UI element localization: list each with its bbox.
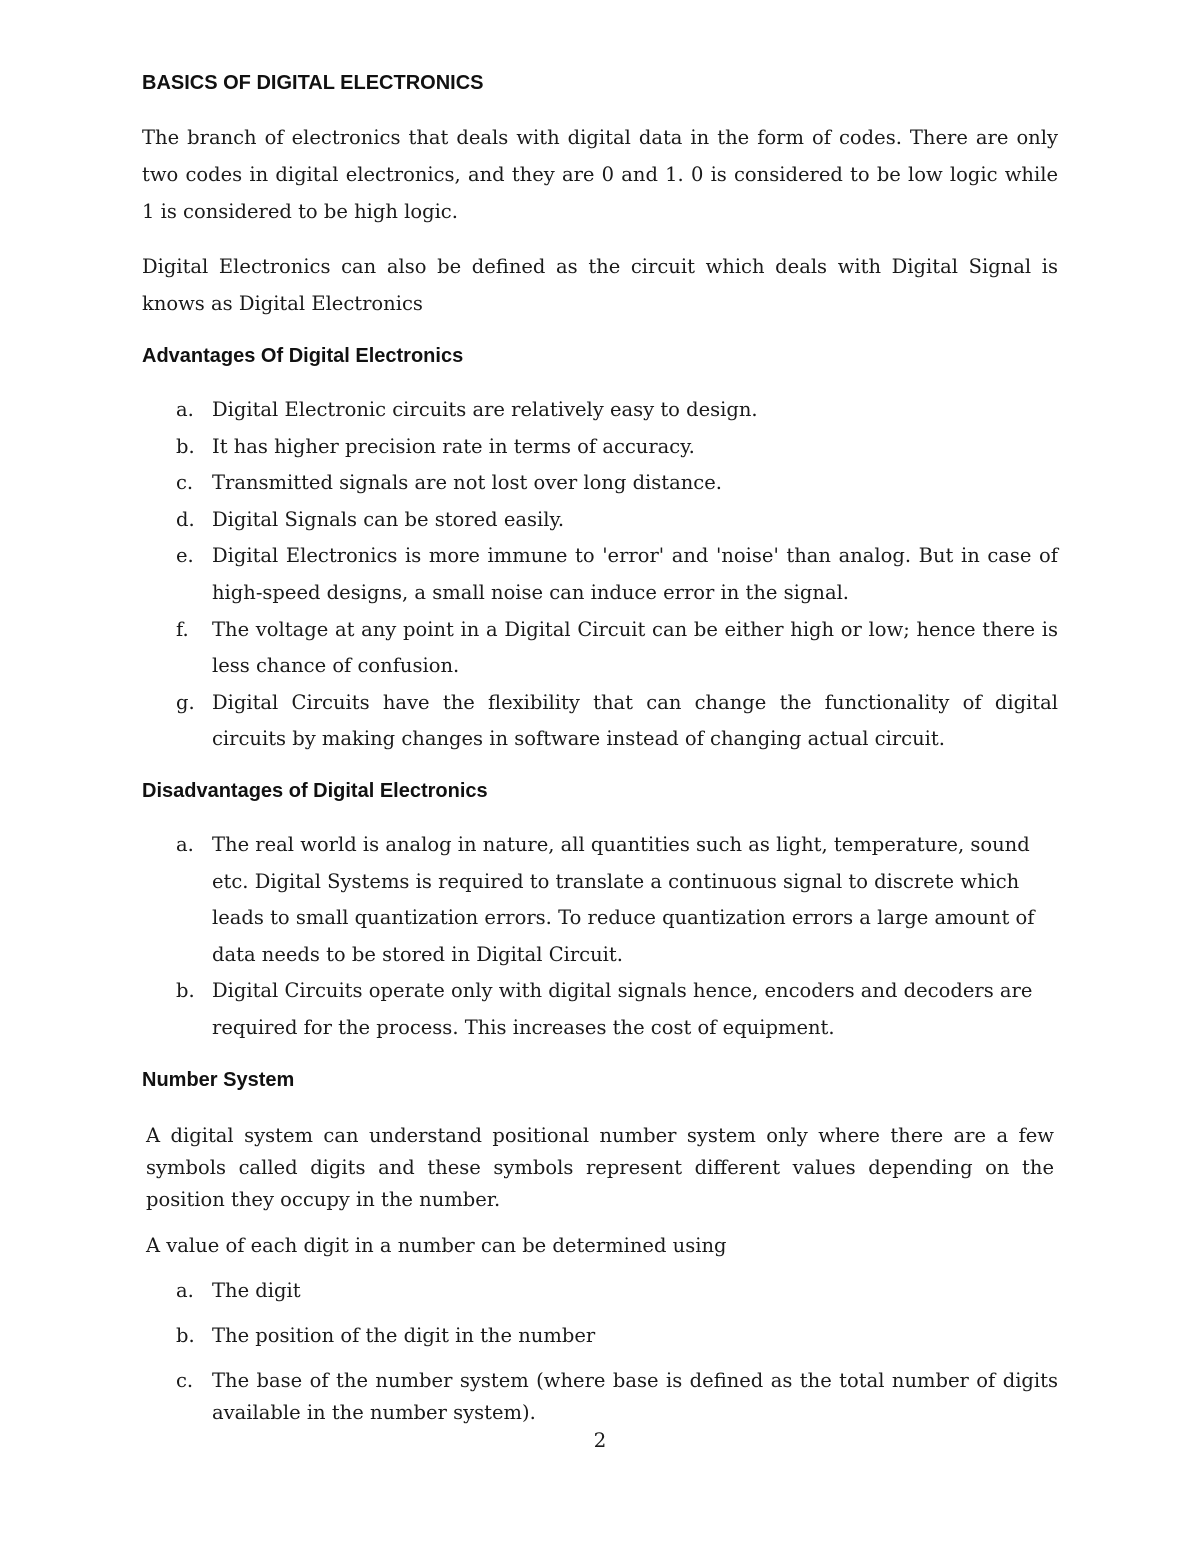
advantages-heading: Advantages Of Digital Electronics (142, 345, 464, 367)
list-marker: b. (176, 1324, 195, 1347)
list-item-text: Transmitted signals are not lost over long distance. (212, 471, 722, 495)
list-item-text: The voltage at any point in a Digital Circuit can be either high or low; hence there is less chance of confusion. (212, 617, 1058, 678)
list-item-text: Digital Circuits operate only with digital signals hence, encoders and decoders are required for the process. This increases the cost of equipment. (212, 979, 1033, 1039)
list-marker: g. (176, 690, 195, 714)
list-item-text: Digital Circuits have the flexibility that can change the functionality of digital circuits by making changes in software instead of changing actual circuit. (212, 690, 1058, 751)
list-marker: a. (176, 833, 194, 856)
intro-paragraph-2: Digital Electronics can also be defined as the circuit which deals with Digital Signal is knows as Digital Electronics (142, 255, 1058, 315)
disadvantages-list (142, 827, 1058, 1047)
page-number: 2 (593, 1428, 607, 1452)
list-item (142, 465, 1058, 502)
list-marker: d. (176, 507, 195, 531)
list-item-text: Digital Signals can be stored easily. (212, 507, 565, 531)
list-item (142, 429, 1058, 466)
list-item-text: The base of the number system (where base is defined as the total number of digits available in the number system). (212, 1369, 1058, 1424)
list-item-text: Digital Electronics is more immune to 'error' and 'noise' than analog. But in case of high-speed designs, a small noise can induce error in the signal. (212, 544, 1058, 604)
list-item (142, 612, 1058, 685)
list-marker: a. (176, 398, 194, 421)
number-system-paragraph-2: A value of each digit in a number can be determined using (146, 1234, 727, 1257)
number-system-paragraph-1: A digital system can understand positional number system only where there are a few symbols called digits and these symbols represent different values depending on the position they occupy in the number. (146, 1124, 1054, 1211)
list-marker: f. (176, 617, 189, 641)
number-system-heading: Number System (142, 1069, 295, 1091)
advantages-list (142, 392, 1058, 758)
list-item (142, 1365, 1058, 1429)
list-item (142, 827, 1058, 973)
list-item (142, 1320, 1058, 1352)
document-title: BASICS OF DIGITAL ELECTRONICS (142, 72, 484, 94)
list-item-text: Digital Electronic circuits are relatively easy to design. (212, 398, 758, 421)
list-item-text: The real world is analog in nature, all quantities such as light, temperature, sound etc. Digital Systems is required to translate a continuous signal to discrete which leads to small quantization errors. To reduce quantization errors a large amount of data needs to be stored in Digital Circuit. (212, 833, 1035, 966)
intro-paragraph-1: The branch of electronics that deals with digital data in the form of codes. There are only two codes in digital electronics, and they are 0 and 1. 0 is considered to be low logic while 1 is considered to be high logic. (142, 126, 1058, 223)
list-marker: b. (176, 434, 195, 458)
list-item (142, 1275, 1058, 1307)
disadvantages-heading: Disadvantages of Digital Electronics (142, 780, 488, 802)
list-marker: c. (176, 1369, 194, 1392)
list-marker: a. (176, 1279, 194, 1302)
list-marker: b. (176, 979, 195, 1003)
number-system-list (142, 1275, 1058, 1429)
list-item (142, 538, 1058, 611)
list-item-text: The digit (212, 1279, 301, 1302)
list-item (142, 973, 1058, 1046)
list-item (142, 502, 1058, 539)
list-marker: e. (176, 544, 194, 568)
list-marker: c. (176, 471, 194, 495)
list-item (142, 685, 1058, 758)
list-item (142, 392, 1058, 429)
list-item-text: The position of the digit in the number (212, 1324, 596, 1347)
list-item-text: It has higher precision rate in terms of accuracy. (212, 434, 695, 458)
